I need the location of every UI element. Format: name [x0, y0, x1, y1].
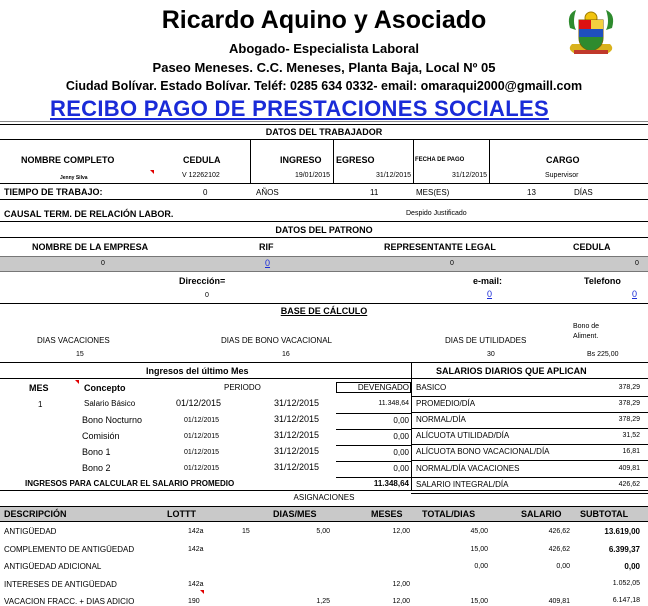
- worker-section-title: DATOS DEL TRABAJADOR: [265, 127, 383, 137]
- assignment-row-subtotal: 0,00: [624, 562, 640, 572]
- income-row-monto: 11.348,64: [378, 400, 409, 407]
- label-direccion: Dirección=: [179, 276, 226, 286]
- label-causal: CAUSAL TERM. DE RELACIÓN LABOR.: [4, 209, 174, 219]
- income-row-monto: 0,00: [393, 416, 409, 425]
- assignment-row-lottt: 190: [188, 598, 200, 606]
- employer-rif[interactable]: 0: [265, 258, 271, 268]
- salary-row-label: PROMEDIO/DÍA: [416, 399, 476, 409]
- income-row-concepto: Bono Nocturno: [82, 415, 143, 425]
- salary-row-divider: [411, 412, 648, 413]
- header-total-dias: TOTAL/DIAS: [422, 509, 476, 519]
- assignment-row-total-dias: 15,00: [470, 545, 488, 553]
- assignment-row-total-dias: 15,00: [470, 598, 488, 606]
- income-row-desde: 01/12/2015: [184, 465, 220, 472]
- income-row-hasta: 31/12/2015: [274, 430, 320, 440]
- salary-row-label: NORMAL/DÍA VACACIONES: [416, 463, 520, 473]
- income-row-monto: 0,00: [393, 448, 409, 457]
- salary-row-value: 31,52: [622, 432, 640, 440]
- label-dias-vacaciones: DIAS VACACIONES: [37, 336, 110, 345]
- coat-of-arms-emblem: [562, 6, 620, 58]
- label-ingreso: INGRESO: [280, 155, 322, 165]
- salary-row-divider: [411, 428, 648, 429]
- salaries-section-title: SALARIOS DIARIOS QUE APLICAN: [436, 366, 587, 376]
- income-row-divider: [336, 429, 411, 430]
- salary-row-value: 378,29: [618, 416, 640, 424]
- income-row-desde: 01/12/2015: [184, 433, 220, 440]
- header-subtotal: SUBTOTAL: [580, 509, 629, 519]
- income-row-desde: 01/12/2015: [184, 417, 220, 424]
- base-utilidades: 30: [487, 351, 495, 358]
- income-section-title: Ingresos del último Mes: [146, 366, 249, 376]
- assignment-row-lottt: 142a: [188, 545, 204, 553]
- assignment-row-total-dias: 0,00: [474, 563, 488, 571]
- income-row-hasta: 31/12/2015: [274, 462, 320, 472]
- assignment-row-dias: 15: [242, 528, 250, 535]
- employer-empresa: 0: [101, 260, 105, 267]
- label-representante: REPRESENTANTE LEGAL: [384, 242, 496, 252]
- tiempo-dias-label: DÍAS: [574, 188, 593, 197]
- salary-row-label: ALÍCUOTA UTILIDAD/DÍA: [416, 431, 510, 441]
- label-dias-utilidades: DIAS DE UTILIDADES: [445, 336, 527, 345]
- label-cargo: CARGO: [546, 155, 580, 165]
- ingresos-total-value: 11.348,64: [373, 479, 409, 488]
- label-fecha-pago: FECHA DE PAGO: [415, 157, 465, 163]
- assignment-row-dias-mes: 5,00: [316, 528, 330, 535]
- header-dias-mes: DIAS/MES: [273, 509, 317, 519]
- salary-row-divider: [411, 396, 648, 397]
- tiempo-meses-label: MES(ES): [416, 188, 450, 197]
- assignment-row-meses: 12,00: [392, 528, 410, 535]
- income-row-hasta: 31/12/2015: [274, 398, 320, 408]
- income-row-concepto: Bono 1: [82, 447, 111, 457]
- assignment-row-meses: 12,00: [392, 598, 410, 606]
- assignment-row-subtotal: 6.147,18: [612, 597, 640, 605]
- label-full-name: NOMBRE COMPLETO: [21, 155, 115, 165]
- income-row-monto: 0,00: [393, 464, 409, 473]
- assignment-row-descripcion: COMPLEMENTO DE ANTIGÜEDAD: [4, 544, 135, 554]
- document-title: RECIBO PAGO DE PRESTACIONES SOCIALES: [50, 96, 549, 121]
- worker-fecha-pago: 31/12/2015: [451, 172, 487, 179]
- income-row-divider: [336, 461, 411, 462]
- income-row-desde: 01/12/2015: [184, 449, 220, 456]
- worker-cargo: Supervisor: [545, 172, 579, 179]
- salary-row-value: 16,81: [622, 448, 640, 456]
- base-bono-alimentacion: Bs 225,00: [587, 351, 619, 358]
- label-ingresos-total: INGRESOS PARA CALCULAR EL SALARIO PROMEDIO: [25, 479, 235, 488]
- assignment-row-subtotal: 1.052,05: [612, 579, 640, 587]
- label-mes: MES: [29, 383, 49, 393]
- employer-cedula: 0: [635, 260, 639, 267]
- label-employer-cedula: CEDULA: [573, 242, 611, 252]
- assignment-row-descripcion: ANTIGÜEDAD: [4, 527, 57, 536]
- firm-contact: Ciudad Bolívar. Estado Bolívar. Teléf: 0285 634 0332- email: omaraqui2000@gmaill.com: [65, 79, 583, 93]
- label-egreso: EGRESO: [336, 155, 375, 165]
- label-cedula: CEDULA: [183, 155, 221, 165]
- salary-row-value: 378,29: [618, 384, 640, 391]
- income-row-divider: [336, 413, 411, 414]
- salary-row-label: NORMAL/DÍA: [416, 415, 466, 425]
- income-row-concepto: Salario Básico: [84, 399, 136, 408]
- firm-address: Paseo Meneses. C.C. Meneses, Planta Baja, Local Nº 05: [152, 60, 496, 75]
- assignment-row-salario: 426,62: [548, 528, 570, 535]
- assignment-row-salario: 409,81: [548, 598, 570, 606]
- tiempo-anos-value: 0: [203, 188, 208, 197]
- salary-row-value: 409,81: [618, 464, 640, 472]
- salary-row-label: BASICO: [416, 383, 447, 392]
- tiempo-dias-value: 13: [527, 188, 536, 197]
- income-row-hasta: 31/12/2015: [274, 414, 320, 424]
- assignment-row-subtotal: 6.399,37: [608, 544, 640, 554]
- salary-row-value: 426,62: [618, 480, 640, 488]
- tiempo-meses-value: 11: [370, 188, 379, 197]
- assignment-row-total-dias: 45,00: [470, 528, 488, 535]
- salary-row-divider: [411, 444, 648, 445]
- income-row-hasta: 31/12/2015: [274, 446, 320, 456]
- label-bono-alim-1: Bono de: [573, 323, 600, 330]
- worker-name: Jenny Silva: [60, 175, 88, 181]
- salary-row-divider: [411, 460, 648, 461]
- assignment-row-dias-mes: 1,25: [316, 598, 330, 606]
- label-telefono: Telefono: [584, 276, 621, 286]
- header-descripcion: DESCRIPCIÓN: [4, 509, 67, 519]
- income-row-desde: 01/12/2015: [176, 398, 222, 408]
- label-devengado: DEVENGADO: [336, 382, 411, 393]
- worker-cedula: V 12262102: [182, 172, 220, 179]
- worker-egreso: 31/12/2015: [375, 172, 411, 179]
- label-rif: RIF: [259, 242, 274, 252]
- firm-name: Ricardo Aquino y Asociado: [161, 6, 487, 34]
- label-concepto: Concepto: [84, 383, 126, 393]
- assignment-row-salario: 426,62: [548, 545, 570, 553]
- base-vacaciones: 15: [76, 351, 84, 358]
- label-tiempo-trabajo: TIEMPO DE TRABAJO:: [4, 187, 103, 197]
- income-row-concepto: Bono 2: [82, 463, 111, 473]
- employer-direccion: 0: [205, 292, 209, 299]
- salary-row-divider: [411, 477, 648, 478]
- label-periodo: PERIODO: [224, 383, 261, 392]
- employer-section-title: DATOS DEL PATRONO: [275, 225, 373, 235]
- worker-causal: Despido Justificado: [406, 210, 467, 217]
- tiempo-anos-label: AÑOS: [256, 188, 279, 197]
- assignments-section-title: ASIGNACIONES: [293, 493, 355, 502]
- assignment-row-salario: 0,00: [556, 563, 570, 571]
- assignment-row-descripcion: INTERESES DE ANTIGÜEDAD: [4, 579, 117, 589]
- label-bono-vacacional: DIAS DE BONO VACACIONAL: [221, 336, 332, 345]
- employer-telefono[interactable]: 0: [632, 289, 638, 299]
- income-row-mes: 1: [38, 400, 43, 409]
- income-row-monto: 0,00: [393, 432, 409, 441]
- salary-row-value: 378,29: [618, 400, 640, 408]
- salary-row-label: ALÍCUOTA BONO VACACIONAL/DÍA: [416, 447, 550, 457]
- salary-row-label: SALARIO INTEGRAL/DÍA: [416, 479, 509, 489]
- label-email: e-mail:: [473, 276, 503, 286]
- income-row-concepto: Comisión: [82, 431, 120, 441]
- base-section-title: BASE DE CÁLCULO: [280, 306, 368, 316]
- assignment-row-descripcion: VACACION FRACC. + DIAS ADICIO: [4, 597, 135, 606]
- base-bono-vacacional: 16: [282, 351, 290, 358]
- employer-email[interactable]: 0: [487, 289, 493, 299]
- assignment-row-lottt: 142a: [188, 528, 204, 535]
- header-salario: SALARIO: [521, 509, 562, 519]
- label-empresa: NOMBRE DE LA EMPRESA: [32, 242, 149, 252]
- assignment-row-subtotal: 13.619,00: [604, 527, 640, 536]
- worker-ingreso: 19/01/2015: [294, 172, 330, 179]
- firm-subtitle: Abogado- Especialista Laboral: [229, 41, 419, 56]
- header-lottt: LOTTT: [167, 509, 196, 519]
- income-row-divider: [336, 477, 411, 478]
- assignment-row-descripcion: ANTIGÜEDAD ADICIONAL: [4, 562, 102, 572]
- income-row-divider: [336, 445, 411, 446]
- label-bono-alim-2: Aliment.: [573, 333, 599, 340]
- employer-representante: 0: [450, 260, 454, 267]
- assignment-row-meses: 12,00: [392, 580, 410, 588]
- header-meses: MESES: [371, 509, 403, 519]
- assignment-row-lottt: 142a: [188, 580, 204, 588]
